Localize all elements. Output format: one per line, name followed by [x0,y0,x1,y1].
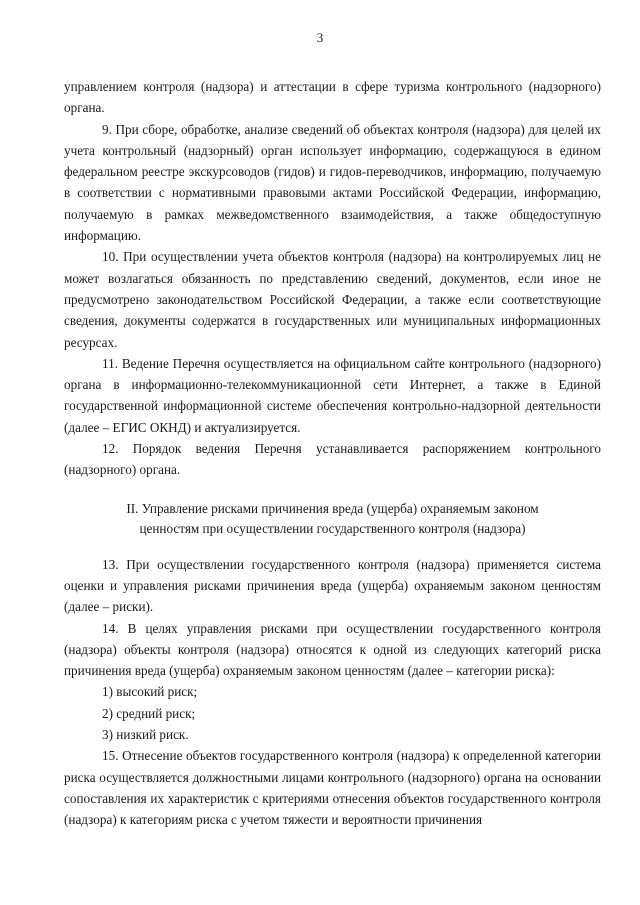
paragraph-11: 11. Ведение Перечня осуществляется на официальном сайте контрольного (надзорного) органа в информационно-телекоммуникационной сети Интернет, а также в Единой государственной информационной системе обеспечения контрольно-надзорной деятельности (далее – ЕГИС ОКНД) и актуализируется. [64,355,601,435]
paragraph-continuation: управлением контроля (надзора) и аттестации в сфере туризма контрольного (надзорного) органа. [64,79,601,116]
section-heading: II. Управление рисками причинения вреда (ущерба) охраняемым законом ценностям при осуществлении государственного контроля (надзора) [126,500,539,537]
page-number: 3 [316,30,324,45]
risk-list-item-medium: 2) средний риск; [102,705,196,721]
paragraph-10: 10. При осуществлении учета объектов контроля (надзора) на контролируемых лиц не может возлагаться обязанность по представлению сведений, документов, если иное не предусмотрено законодательством Российской Федерации, а также если соответствующие сведения, документы содержатся в государственных или муниципальных информационных ресурсах. [64,249,601,350]
paragraph-15: 15. Отнесение объектов государственного контроля (надзора) к определенной категории риска осуществляется должностными лицами контрольного (надзорного) органа на основании сопоставления их характеристик с критериями отнесения объектов государственного контроля (надзора) к категориям риска с учетом тяжести и вероятности причинения [64,748,601,828]
paragraph-14: 14. В целях управления рисками при осуществлении государственного контроля (надзора) объекты контроля (надзора) относятся к одной из следующих категорий риска причинения вреда (ущерба) охраняемым законом ценностям (далее – категории риска): [64,620,601,679]
document-body [64,76,601,831]
paragraph-12: 12. Порядок ведения Перечня устанавливается распоряжением контрольного (надзорного) органа. [64,441,601,478]
risk-list-item-high: 1) высокий риск; [102,684,198,700]
paragraph-9: 9. При сборе, обработке, анализе сведений об объектах контроля (надзора) для целей их учета контрольный (надзорный) орган использует информацию, содержащуюся в едином федеральном реестре экскурсоводов (гидов) и гидов-переводчиков, информацию, получаемую в соответствии с нормативными правовыми актами Российской Федерации, информацию, получаемую в рамках межведомственного взаимодействия, а также общедоступную информацию. [64,121,601,244]
paragraph-13: 13. При осуществлении государственного контроля (надзора) применяется система оценки и управления рисками причинения вреда (ущерба) охраняемым законом ценностям (далее – риски). [64,556,601,615]
risk-list-item-low: 3) низкий риск. [102,727,189,743]
